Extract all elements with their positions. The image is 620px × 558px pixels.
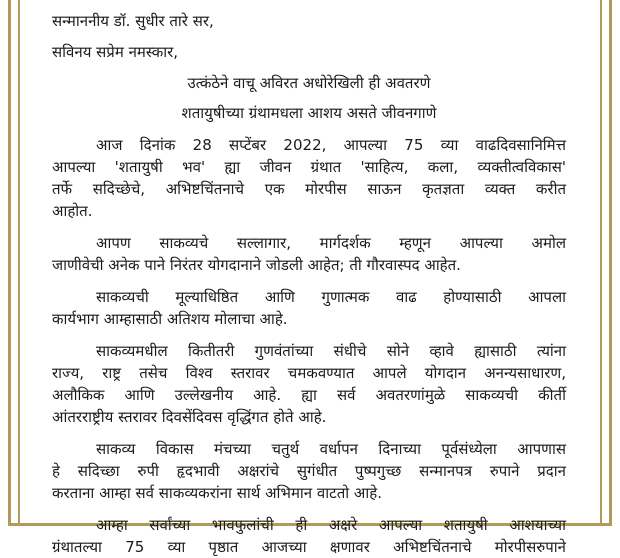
paragraph-line: आपण साकव्यचे सल्लागार, मार्गदर्शक म्हणून आपल्या अमोल <box>96 234 566 252</box>
paragraph-line: साकव्य विकास मंचच्या चतुर्थ वर्धापन दिनाच्या पूर्वसंध्येला आपणास <box>96 440 566 458</box>
salutation: सन्माननीय डॉ. सुधीर तारे सर, <box>52 12 214 30</box>
paragraph-line: राज्य, राष्ट्र तसेच विश्व स्तरावर चमकवण्यात आपले योगदान अनन्यसाधारण, <box>52 364 566 382</box>
paragraph-line: जाणीवेची अनेक पाने निरंतर योगदानाने जोडली आहेत; ती गौरवास्पद आहेत. <box>52 256 461 274</box>
paragraph-line: ग्रंथातल्या 75 व्या पृष्ठात आजच्या क्षणावर अभिष्टचिंतनाचे मोरपीसरुपाने <box>52 538 566 556</box>
paragraph-line: आपल्या 'शतायुषी भव' ह्या जीवन ग्रंथात 'साहित्य, कला, व्यक्तीत्वविकास' <box>52 158 566 176</box>
paragraph-line: साकव्यची मूल्याधिष्ठित आणि गुणात्मक वाढ होण्यासाठी आपला <box>96 288 566 306</box>
paragraph-birthday <box>52 134 566 222</box>
letter-body <box>52 10 566 558</box>
poem-line-2: शतायुषीच्या ग्रंथामधला आशय असते जीवनगाणे <box>181 104 437 122</box>
paragraph-line: आम्हा सर्वांच्या भावफुलांची ही अक्षरे आपल्या शतायुषी आशयाच्या <box>96 516 566 534</box>
paragraph-line: अलौकिक आणि उल्लेखनीय आहे. ह्या सर्व अवतरणांमुळे साकव्यची कीर्ती <box>52 386 566 404</box>
poem-line-1: उत्कंठेने वाचू अविरत अधोरेखिली ही अवतरणे <box>187 74 431 92</box>
paragraph-line: कार्यभाग आम्हासाठी अतिशय मोलाचा आहे. <box>52 310 288 328</box>
paragraph-growth <box>52 286 566 330</box>
greeting: सविनय सप्रेम नमस्कार, <box>52 43 179 61</box>
paragraph-closing <box>52 514 566 558</box>
paragraph-line: आहोत. <box>52 202 93 220</box>
paragraph-contribution <box>52 340 566 428</box>
paragraph-line: आज दिनांक 28 सप्टेंबर 2022, आपल्या 75 व्या वाढदिवसानिमित्त <box>96 136 566 154</box>
paragraph-advisor <box>52 232 566 276</box>
paragraph-line: आंतरराष्ट्रीय स्तरावर दिवसेंदिवस वृद्धिंगत होते आहे. <box>52 408 327 426</box>
paragraph-line: हे सदिच्छा रुपी हृदभावी अक्षरांचे सुगंधीत पुष्पगुच्छ सन्मानपत्र रुपाने प्रदान <box>52 462 566 480</box>
paragraph-line: करताना आम्हा सर्व साकव्यकरांना सार्थ अभिमान वाटतो आहे. <box>52 484 382 502</box>
paragraph-line: तर्फे सदिच्छेचे, अभिष्टचिंतनाचे एक मोरपीस साऊन कृतज्ञता व्यक्त करीत <box>52 180 566 198</box>
paragraph-line: साकव्यमधील कितीतरी गुणवंतांच्या संधीचे सोने व्हावे ह्यासाठी त्यांना <box>96 342 566 360</box>
paragraph-anniversary <box>52 438 566 504</box>
